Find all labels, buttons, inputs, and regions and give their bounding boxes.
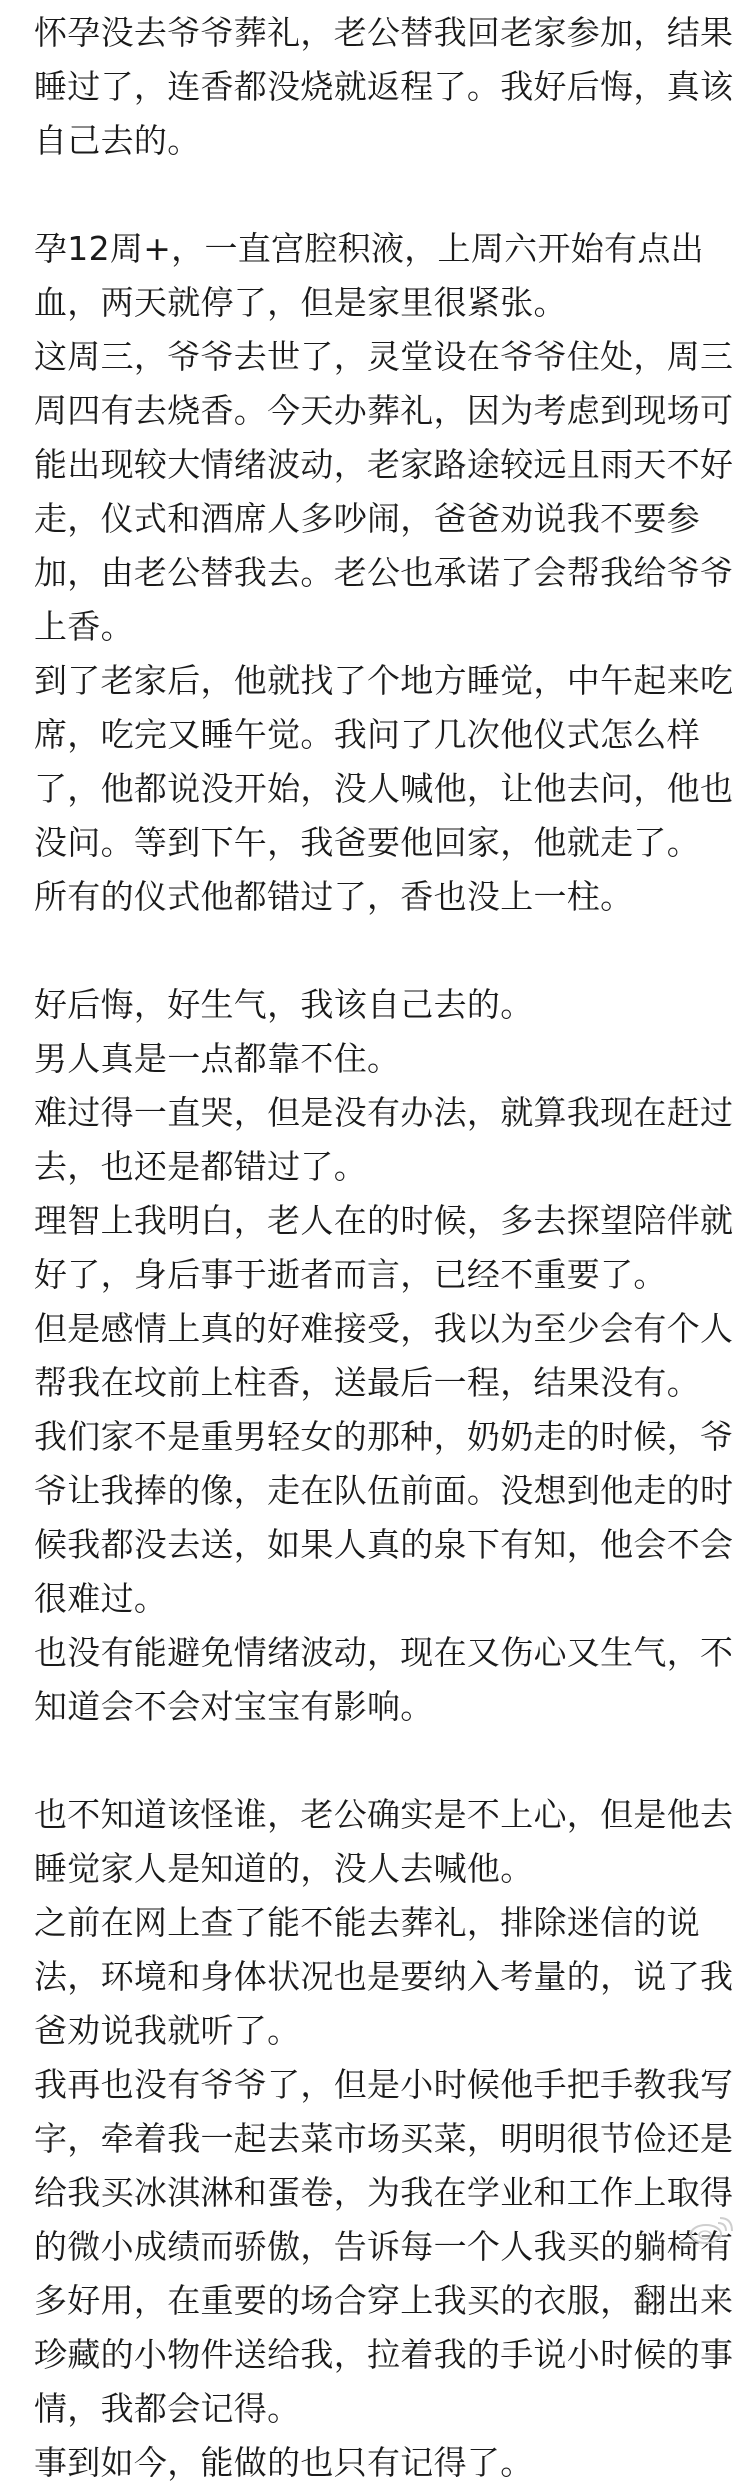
paragraph-gap: [34, 1734, 734, 1788]
post-paragraph: 到了老家后，他就找了个地方睡觉，中午起来吃席，吃完又睡午觉。我问了几次他仪式怎么样了，他都说没开始，没人喊他，让他去问，他也没问。等到下午，我爸要他回家，他就走了。: [34, 661, 734, 862]
post-paragraph: 男人真是一点都靠不住。: [34, 1039, 401, 1078]
post-paragraph: 好后悔，好生气，我该自己去的。: [34, 985, 534, 1024]
post-body: [34, 6, 734, 2490]
post-paragraph: 我再也没有爷爷了，但是小时候他手把手教我写字，牵着我一起去菜市场买菜，明明很节俭还是给我买冰淇淋和蛋卷，为我在学业和工作上取得的微小成绩而骄傲，告诉每一个人我买的躺椅有多好用，在重要的场合穿上我买的衣服，翻出来珍藏的小物件送给我，拉着我的手说小时候的事情，我都会记得。: [34, 2065, 734, 2428]
paragraph-gap: [34, 168, 734, 222]
post-paragraph: 也不知道该怪谁，老公确实是不上心，但是他去睡觉家人是知道的，没人去喊他。: [34, 1795, 734, 1888]
post-paragraph: 理智上我明白，老人在的时候，多去探望陪伴就好了，身后事于逝者而言，已经不重要了。: [34, 1201, 734, 1294]
post-paragraph: 孕12周+，一直宫腔积液，上周六开始有点出血，两天就停了，但是家里很紧张。: [34, 229, 704, 322]
weibo-logo-icon: [688, 2217, 734, 2245]
post-paragraph: 但是感情上真的好难接受，我以为至少会有个人帮我在坟前上柱香，送最后一程，结果没有。: [34, 1309, 734, 1402]
post-paragraph: 之前在网上查了能不能去葬礼，排除迷信的说法，环境和身体状况也是要纳入考量的，说了我爸劝说我就听了。: [34, 1903, 734, 2050]
post-paragraph: 怀孕没去爷爷葬礼，老公替我回老家参加，结果睡过了，连香都没烧就返程了。我好后悔，真该自己去的。: [34, 13, 734, 160]
post-paragraph: 事到如今，能做的也只有记得了。: [34, 2443, 534, 2482]
paragraph-gap: [34, 924, 734, 978]
watermark: [688, 2217, 734, 2245]
post-paragraph: 难过得一直哭，但是没有办法，就算我现在赶过去，也还是都错过了。: [34, 1093, 734, 1186]
post-paragraph: 这周三，爷爷去世了，灵堂设在爷爷住处，周三周四有去烧香。今天办葬礼，因为考虑到现场可能出现较大情绪波动，老家路途较远且雨天不好走，仪式和酒席人多吵闹，爸爸劝说我不要参加，由老公替我去。老公也承诺了会帮我给爷爷上香。: [34, 337, 734, 646]
post-paragraph: 也没有能避免情绪波动，现在又伤心又生气，不知道会不会对宝宝有影响。: [34, 1633, 734, 1726]
post-paragraph: 我们家不是重男轻女的那种，奶奶走的时候，爷爷让我捧的像，走在队伍前面。没想到他走的时候我都没去送，如果人真的泉下有知，他会不会很难过。: [34, 1417, 734, 1618]
post-paragraph: 所有的仪式他都错过了，香也没上一柱。: [34, 877, 634, 916]
